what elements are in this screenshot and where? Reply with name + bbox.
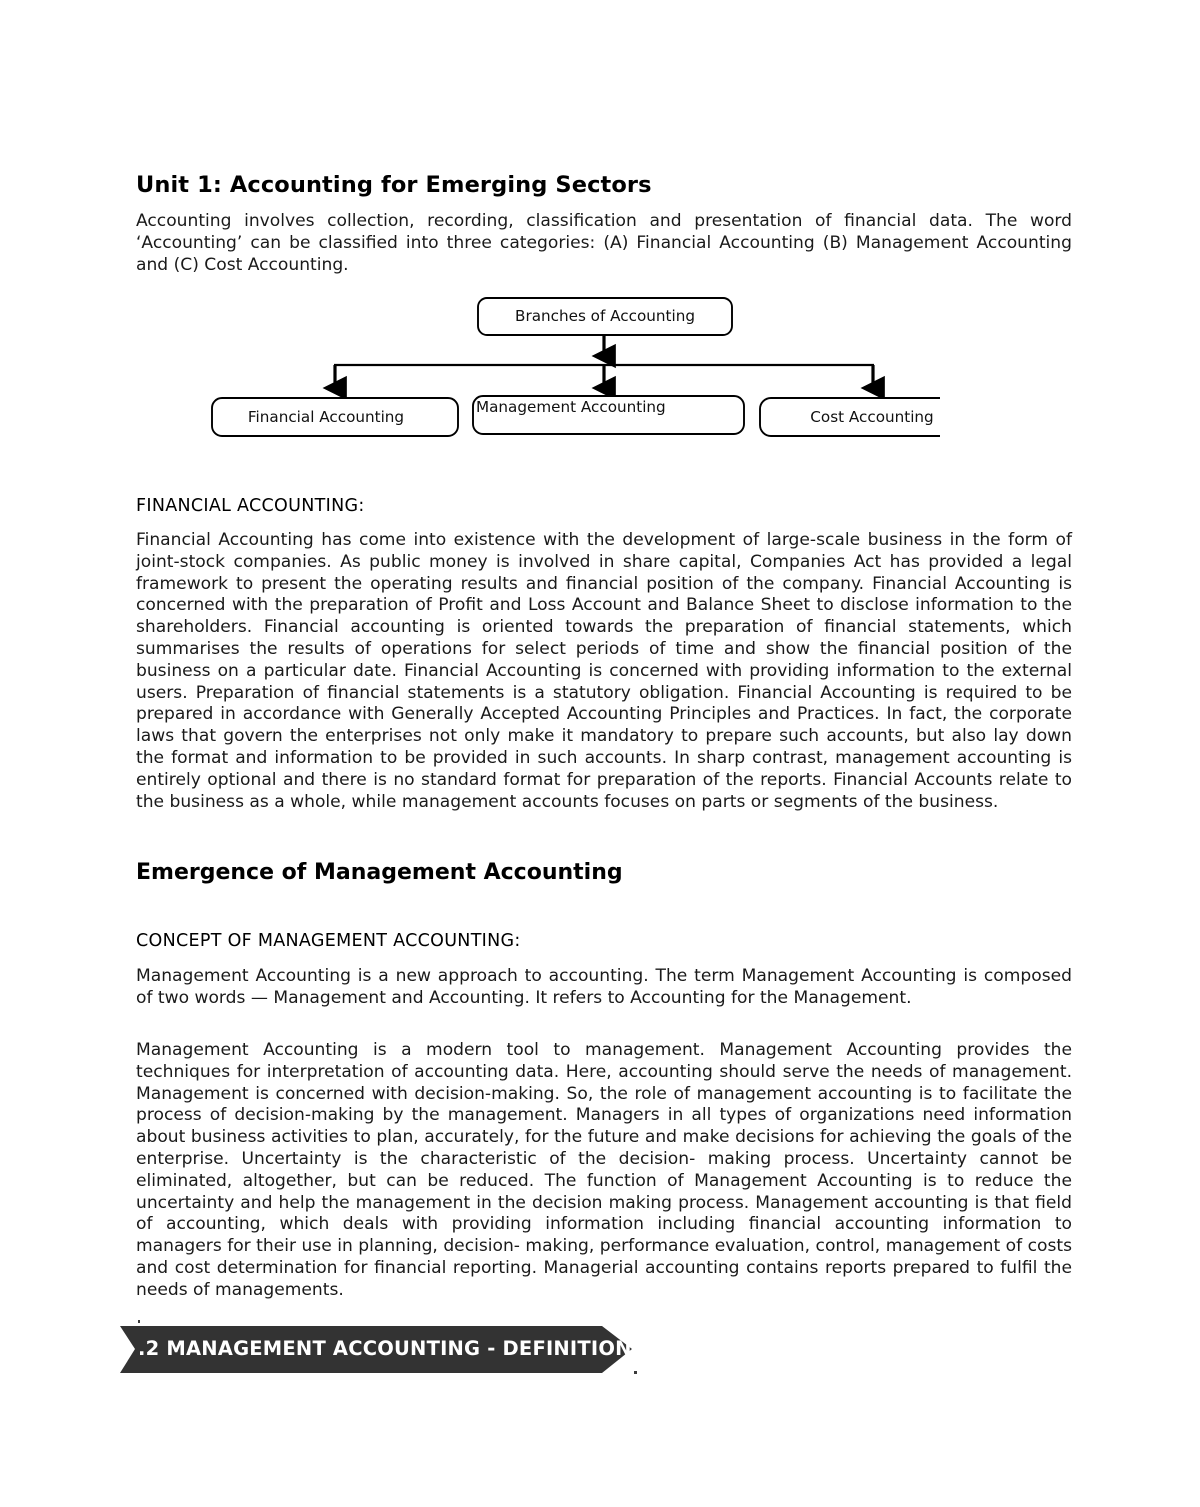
flowchart-svg (60, 288, 940, 448)
node-financial-accounting-label: Financial Accounting (247, 408, 405, 426)
concept-paragraph-1: Management Accounting is a new approach to accounting. The term Management Accounting is composed of two words — Management and Accounting. It refers to Accounting for the Management. (136, 966, 1072, 1008)
node-cost-accounting-label: Cost Accounting (810, 408, 934, 426)
node-branches-of-accounting-label: Branches of Accounting (515, 307, 695, 325)
concept-heading: CONCEPT OF MANAGEMENT ACCOUNTING: (136, 931, 521, 951)
page-title: Unit 1: Accounting for Emerging Sectors (136, 172, 652, 198)
banner-label: .2 MANAGEMENT ACCOUNTING - DEFINITION (138, 1337, 632, 1360)
intro-paragraph: Accounting involves collection, recording, classification and presentation of financial data. The word ‘Accounting’ can be classified into three categories: (A) Financial Accounting (B) Management Accounting and (C) Cost Accounting. (136, 211, 1072, 275)
speck-bottom (634, 1371, 637, 1374)
speck-top (138, 1320, 140, 1323)
concept-paragraph-2: Management Accounting is a modern tool to management. Management Accounting provides the techniques for interpretation of accounting data. Here, accounting should serve the needs of management. Management is concerned with decision-making. So, the role of management accounting is to facilitate the process of decision-making by the management. Managers in all types of organizations need information about business activities to plan, accurately, for the future and make decisions for achieving the goals of the enterprise. Uncertainty is the characteristic of the decision- making process. Uncertainty cannot be eliminated, altogether, but can be reduced. The function of Management Accounting is to reduce the uncertainty and help the management in the decision making process. Management accounting is that field of accounting, which deals with providing information including financial accounting information to managers for their use in planning, decision- making, performance evaluation, control, management of costs and cost determination for financial reporting. Managerial accounting contains reports prepared to fulfil the needs of managements. (136, 1040, 1072, 1300)
branches-of-accounting-flowchart (60, 288, 940, 448)
financial-accounting-paragraph: Financial Accounting has come into existence with the development of large-scale business in the form of joint-stock companies. As public money is involved in share capital, Companies Act has provided a legal framework to present the operating results and financial position of the company. Financial Accounting is concerned with the preparation of Profit and Loss Account and Balance Sheet to disclose information to the shareholders. Financial accounting is oriented towards the preparation of financial statements, which summarises the results of operations for select periods of time and show the financial position of the business on a particular date. Financial Accounting is concerned with providing information to the external users. Preparation of financial statements is a statutory obligation. Financial Accounting is required to be prepared in accordance with Generally Accepted Accounting Principles and Practices. In fact, the corporate laws that govern the enterprises not only make it mandatory to prepare such accounts, but also lay down the format and information to be provided in such accounts. In sharp contrast, management accounting is entirely optional and there is no standard format for preparation of the reports. Financial Accounts relate to the business as a whole, while management accounts focuses on parts or segments of the business. (136, 530, 1072, 812)
emergence-heading: Emergence of Management Accounting (136, 860, 623, 885)
financial-accounting-heading: FINANCIAL ACCOUNTING: (136, 496, 365, 516)
node-management-accounting-label: Management Accounting (476, 398, 666, 416)
section-banner-svg (0, 1319, 660, 1377)
section-banner (0, 1319, 660, 1377)
